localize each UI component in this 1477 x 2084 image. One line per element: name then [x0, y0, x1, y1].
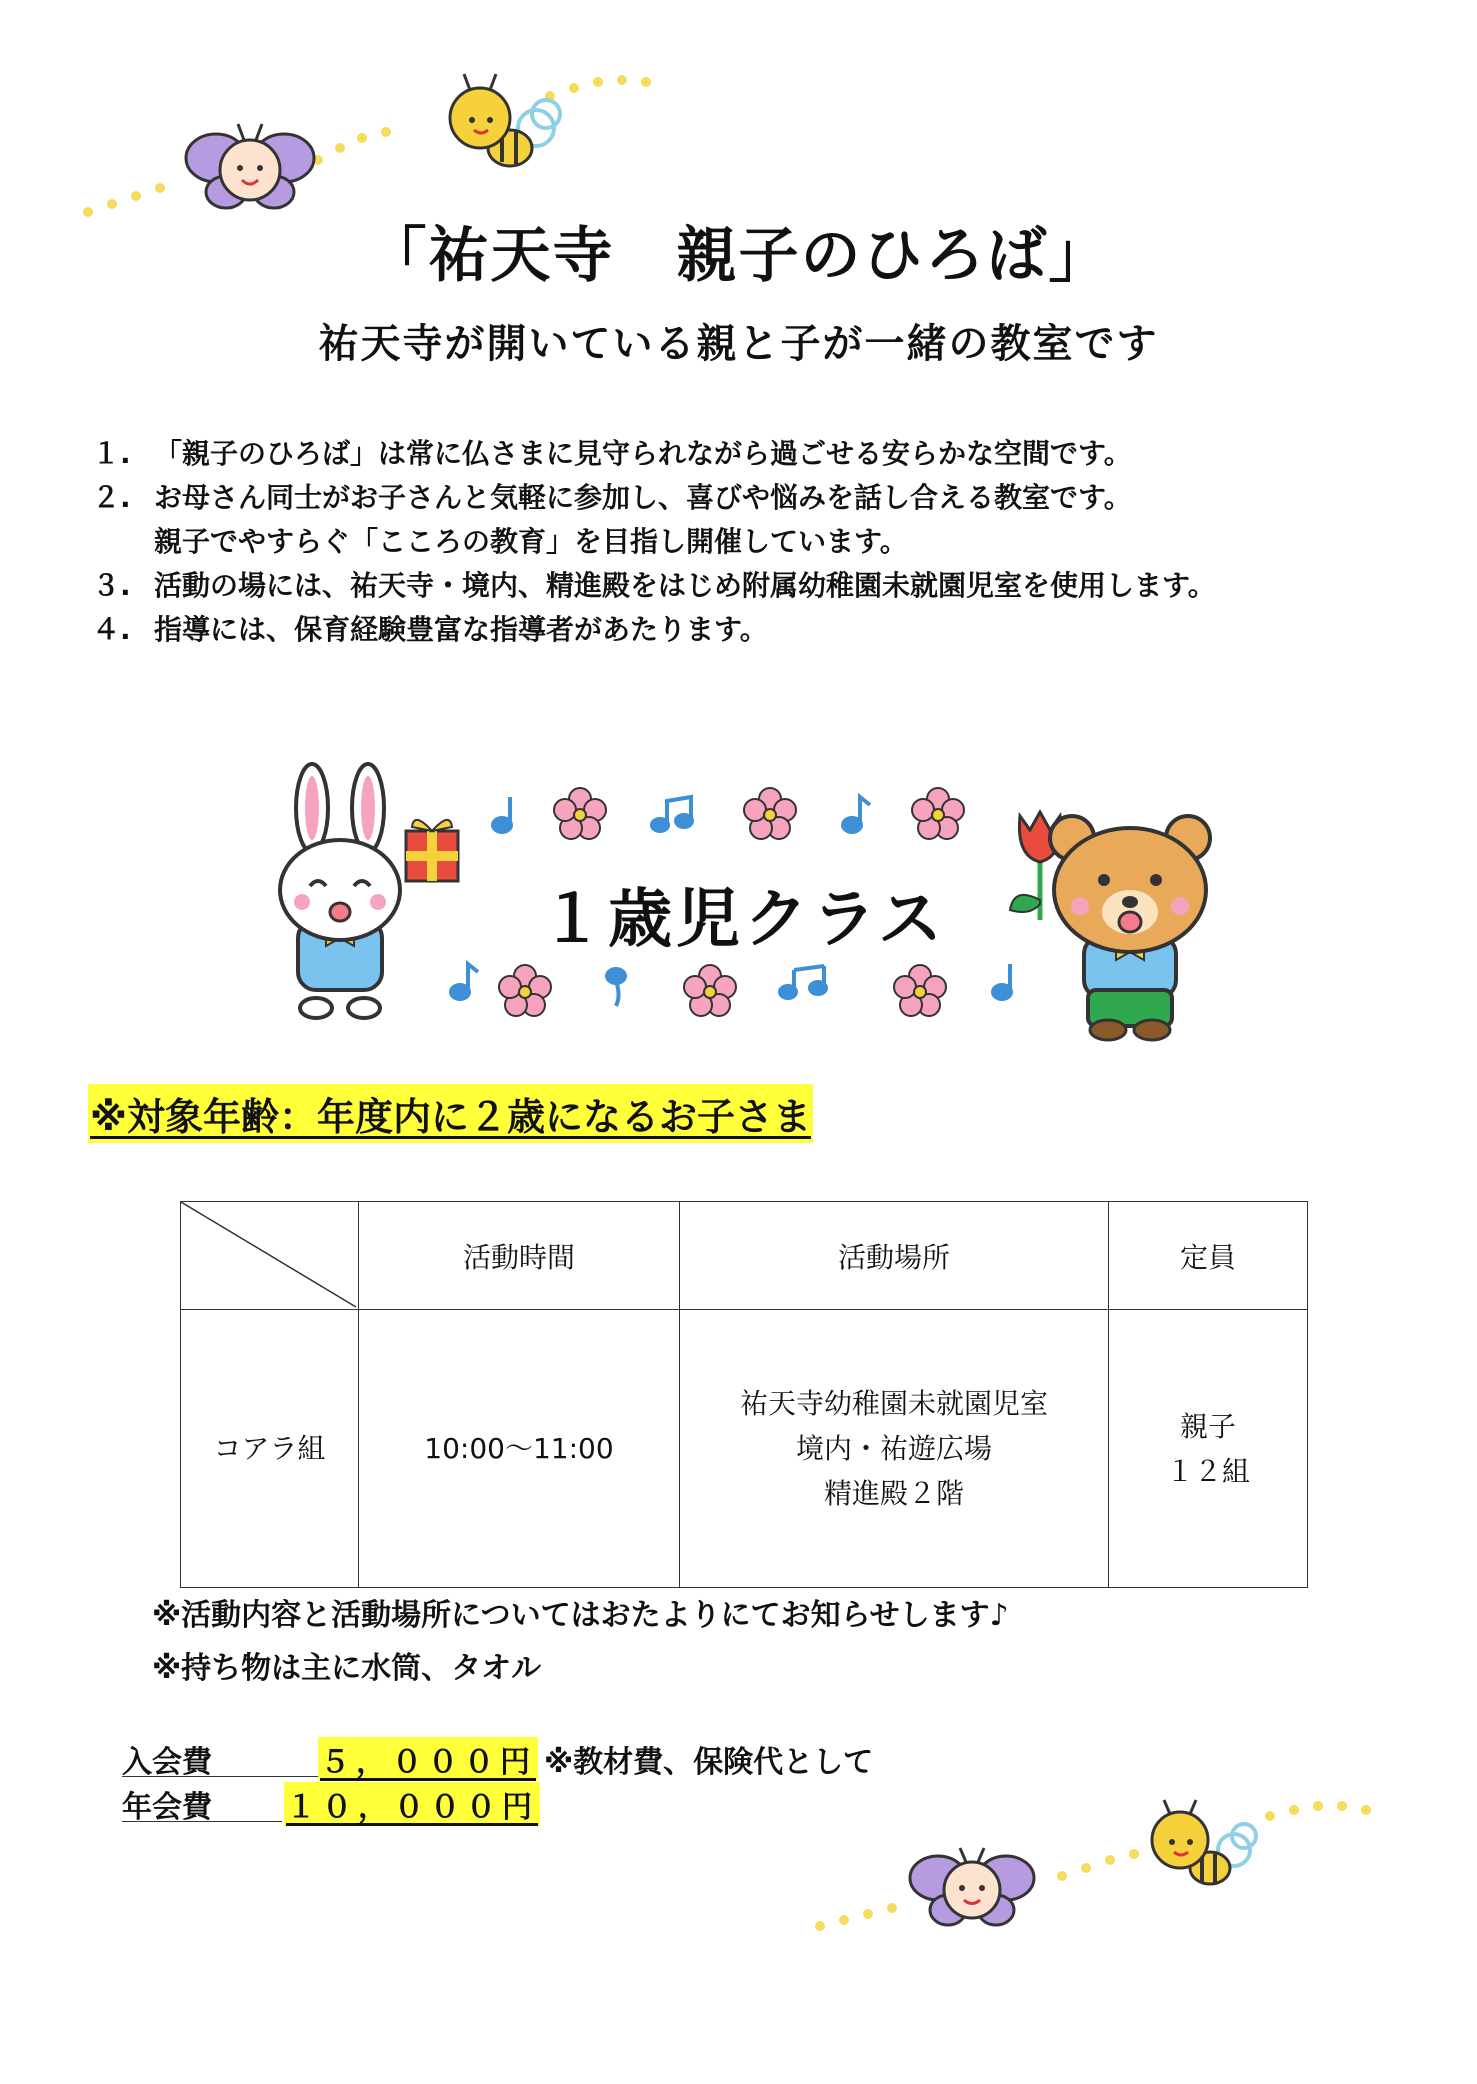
header-capacity: 定員 [1109, 1202, 1308, 1310]
target-age: ※対象年齢：年度内に２歳になるお子さま [88, 1084, 813, 1143]
annual-fee-underline [122, 1821, 282, 1822]
bear-icon [1050, 816, 1210, 1040]
list-item: ４. 指導には、保育経験豊富な指導者があたります。 [92, 613, 768, 646]
header-place: 活動場所 [680, 1202, 1109, 1310]
cell-group: コアラ組 [181, 1310, 359, 1588]
entry-fee-underline [122, 1776, 322, 1777]
entry-fee-amount: ５，０００円 [318, 1737, 538, 1781]
header-time: 活動時間 [359, 1202, 680, 1310]
annual-fee-amount: １０，０００円 [284, 1782, 540, 1826]
page-title: 「祐天寺 親子のひろば」 [366, 221, 1111, 291]
entry-fee-label: 入会費 [122, 1745, 212, 1780]
diagonal-header-cell [181, 1202, 359, 1310]
rabbit-icon [280, 764, 400, 1018]
top-decoration [70, 60, 690, 230]
bottom-decoration [800, 1780, 1380, 1940]
butterfly-icon [186, 124, 314, 208]
list-item: ３. 活動の場には、祐天寺・境内、精進殿をはじめ附属幼稚園未就園児室を使用します。 [92, 569, 1216, 602]
bee-icon [450, 74, 560, 166]
list-item: １. 「親子のひろば」は常に仏さまに見守られながら過ごせる安らかな空間です。 [92, 437, 1132, 470]
page-subtitle: 祐天寺が開いている親と子が一緒の教室です [318, 321, 1159, 367]
diagonal-line [181, 1202, 356, 1307]
info-list [92, 432, 1216, 652]
cell-capacity: 親子 １２組 [1109, 1310, 1308, 1588]
gift-icon [406, 820, 458, 881]
bee-icon [1152, 1800, 1256, 1884]
butterfly-icon [910, 1848, 1034, 1925]
class-title: １歳児クラス [540, 883, 947, 957]
dotted-trail-icon [83, 75, 651, 217]
dotted-trail-icon [815, 1801, 1371, 1931]
schedule-table [180, 1201, 1308, 1588]
cell-time: 10:00～11:00 [359, 1310, 680, 1588]
annual-fee-label: 年会費 [122, 1790, 212, 1825]
cell-place: 祐天寺幼稚園未就園児室 境内・祐遊広場 精進殿２階 [680, 1310, 1109, 1588]
note-activity: ※活動内容と活動場所についてはおたよりにてお知らせします♪ [152, 1598, 1009, 1633]
entry-fee-note: ※教材費、保険代として [544, 1745, 874, 1780]
list-item: ２. お母さん同士がお子さんと気軽に参加し、喜びや悩みを話し合える教室です。 [92, 481, 1132, 514]
note-belongings: ※持ち物は主に水筒、タオル [152, 1651, 542, 1686]
list-item-continuation: 親子でやすらぐ「こころの教育」を目指し開催しています。 [154, 525, 908, 558]
table-header-row [181, 1202, 1308, 1310]
table-row [181, 1310, 1308, 1588]
